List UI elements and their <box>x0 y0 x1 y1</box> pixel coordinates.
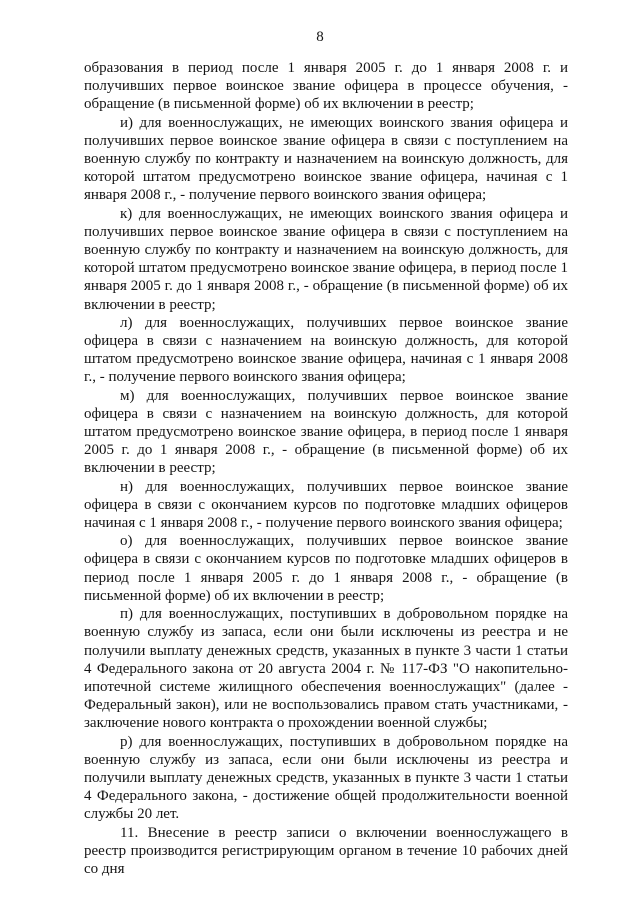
paragraph-item-p: п) для военнослужащих, поступивших в добровольном порядке на военную службу из запаса, если они были исключены из реестра и не получили выплату денежных средств, указанных в пункте 3 части 1 статьи 4 Федерального закона от 20 августа 2004 г. № 117-ФЗ "О накопительно-ипотечной системе жилищного обеспечения военнослужащих" (далее - Федеральный закон), или не воспользовались правом стать участниками, - заключение нового контракта о прохождении военной службы; <box>84 606 568 732</box>
document-body <box>84 59 568 878</box>
page-number: 8 <box>316 29 324 45</box>
paragraph-item-r: р) для военнослужащих, поступивших в добровольном порядке на военную службу из запаса, если они были исключены из реестра и получили выплату денежных средств, указанных в пункте 3 части 1 статьи 4 Федерального закона, - достижение общей продолжительности военной службы 20 лет. <box>84 733 568 823</box>
paragraph-item-k: к) для военнослужащих, не имеющих воинского звания офицера и получивших первое воинское звание офицера в связи с поступлением на военную службу по контракту и назначением на воинскую должность, для которой штатом предусмотрено воинское звание офицера, в период после 1 января 2005 г. до 1 января 2008 г., - обращение (в письменной форме) об их включении в реестр; <box>84 205 568 313</box>
paragraph-item-m: м) для военнослужащих, получивших первое воинское звание офицера в связи с назначением на воинскую должность, для которой штатом предусмотрено воинское звание офицера, в период после 1 января 2005 г. до 1 января 2008 г., - обращение (в письменной форме) об их включении в реестр; <box>84 387 568 477</box>
paragraph-item-n: н) для военнослужащих, получивших первое воинское звание офицера в связи с окончанием курсов по подготовке младших офицеров начиная с 1 января 2008 г., - получение первого воинского звания офицера; <box>84 478 568 532</box>
paragraph-continuation: образования в период после 1 января 2005 г. до 1 января 2008 г. и получивших первое воинское звание офицера в процессе обучения, - обращение (в письменной форме) об их включении в реестр; <box>84 60 568 113</box>
paragraph-section-11: 11. Внесение в реестр записи о включении военнослужащего в реестр производится регистрирующим органом в течение 10 рабочих дней со дня <box>84 824 568 877</box>
paragraph-item-l: л) для военнослужащих, получивших первое воинское звание офицера в связи с назначением на воинскую должность, для которой штатом предусмотрено воинское звание офицера, начиная с 1 января 2008 г., - получение первого воинского звания офицера; <box>84 314 568 386</box>
paragraph-item-i: и) для военнослужащих, не имеющих воинского звания офицера и получивших первое воинское звание офицера в связи с поступлением на военную службу по контракту и назначением на воинскую должность, для которой штатом предусмотрено воинское звание офицера, начиная с 1 января 2008 г., - получение первого воинского звания офицера; <box>84 114 568 204</box>
paragraph-item-o: о) для военнослужащих, получивших первое воинское звание офицера в связи с окончанием курсов по подготовке младших офицеров в период после 1 января 2005 г. до 1 января 2008 г., - обращение (в письменной форме) об их включении в реестр; <box>84 533 568 604</box>
